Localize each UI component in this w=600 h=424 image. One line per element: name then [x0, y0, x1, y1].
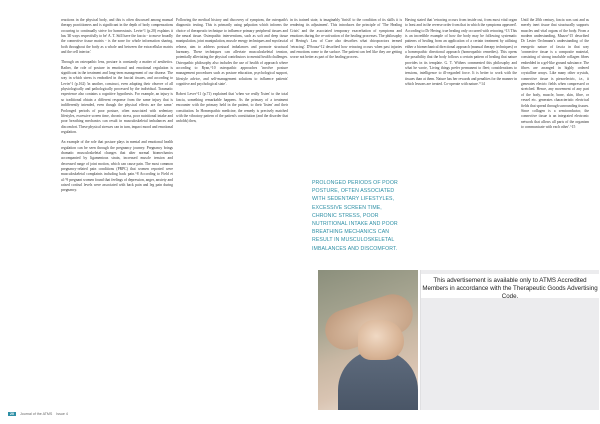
paragraph: Until the 20th century, fascia was cast and as merely inert tissue that structurally supports muscles and vital organs of the body. From a modern understanding, Mazzo^15 described Dr Lester Orchmann's understanding of the energetic nature of fascia in that way 'connective tissue is a composite material, consisting of strong insoluble collagen fibres embedded in a gel-like ground substance. The fibres are arranged in highly ordered crystalline arrays. Like many other crystals, connective tissue is piezoelectric, i.e., it generates electric fields when compressed or stretched. Hence, any movement of any part of the body, muscle, bone, skin, fibre, or vessel etc. generates characteristic electrical fields that spread through surrounding tissues. Since collagen is a semiconductor, the connective tissue is an integrated electronic network that allows all parts of the organism to communicate with each other'.^15 [521, 18, 590, 129]
article-column-2 [176, 18, 288, 130]
advertisement-placeholder [420, 270, 599, 410]
paragraph: reactions in the physical body, and this is often discussed among manual therapy practitioners and is significant in the depth of body compensations occurring to continually strive for homeostasis. Levin^1 (p.20) explains it has '40 ways respectfully to be' A. T. Still have the fascia - to move broadly the connective tissue matrix - is the zone for whole information sharing, both throughout the body as a whole and between the extracellular matrix and the cell interior.' [61, 18, 173, 55]
issue-label: Issue 4 [56, 412, 68, 416]
article-column-3 [290, 18, 402, 66]
page-number: 20 [10, 412, 14, 416]
article-column-1 [61, 18, 173, 199]
journal-name: Journal of the ATMS [20, 412, 53, 416]
paragraph: An example of the role that posture plays in mental and emotional health regulation can be seen through the pregnancy journey. Pregnancy brings dramatic musculoskeletal changes that alter normal biomechanics accompanied by ligamentous strain, increased muscle tension and decreased range of joint motion, which can cause pain. The most common pregnancy-related pain conditions (PRPC) that women reported were musculoskeletal complaints including back pain.^8 According to Field et al.^9 pregnant women found that feelings of depression, anger, anxiety and raised cortisol levels were associated with back pain and leg pain during pregnancy. [61, 140, 173, 193]
ad-notice: This advertisement is available only to ATMS Accredited Members in accordance with the Therapeutic Goods Advertising Code. [421, 274, 599, 298]
paragraph: Having stated that 'retracing occurs from inside out, from most vital organ to least and in the reverse order from that in which the symptoms appeared'. According to Dr Hering, true healing only occurred with retracing.^13 This is an incredible example of how the body may be following systematic patterns of healing from an application of a certain treatment by utilising either a biomechanical directional approach (manual therapy techniques) or a homeopathic directional approach (homeopathic remedies). This opens the possibility that the body follows a certain pattern of healing that nature provides in its template. G. T. Withers commented this philosophy and what he wrote, 'Living things prefer permanent to fleet; considerations to tensions, intelligence to ill-regarded force. It is better to work with the tissues than at them. Nature has her rewards and penalties for the manner in which lessons are treated. Co-operate with nature.'^14 [405, 18, 517, 87]
paragraph: in its trained state, is imaginably 'finish' to the condition of its skills it is rendering its adjustment'. This introduces the principle of 'The Healing Crisis' and the associated temporary exacerbation of symptoms and emotions during the re-activation of the healing processes. The philosophy of Hering's Law of Cure also describes what chiropractors termed 'retracing'. D'Souza^12 described how retracing occurs when past injuries and emotions come to the surface. The patient can feel like they are getting worse not better as part of the healing process. [290, 18, 402, 60]
hand-on-knee-photo [318, 270, 418, 410]
paragraph: Through an osteopathic lens, posture is constantly a matter of aesthetics. Rather, the role of posture in emotional and emotional regulation is significant in the treatment and long-term management of our disease. The way in which stress is embodied in the fascial tissues, and according to Levin^1 (p.162) 'in another, construct, even adapting their observe of all physiologically and pathologically processed by the individual. Traumatic experience also contains a cognitive hypothesis. For example, an injury is so traditional obtain a different response from the same injury that is indifferently intended, even though the physical effects are the same.' Prolonged periods of poor posture, often associated with sedentary lifestyles, excessive screen time, chronic stress, poor nutritional intake and poor breathing mechanics can result in musculoskeletal imbalances and discomfort. These physical stresses can in turn, impact mood and emotional regulation. [61, 60, 173, 134]
pull-quote: PROLONGED PERIODS OF POOR POSTURE, OFTEN ASSOCIATED WITH SEDENTARY LIFESTYLES, EXCESSIVE SCREEN TIME, CHRONIC STRESS, POOR NUTRITIONAL INTAKE AND POOR BREATHING MECHANICS CAN RESULT IN MUSCULOSKELETAL IMBALANCES AND DISCOMFORT. [312, 180, 398, 252]
hand-shape [358, 320, 404, 360]
paragraph: Following the medical history and discovery of symptom, the osteopath's diagnostic testing. This is primarily using palpation which informs the choice of therapeutic technique to influence primary peripheral tissues and the neural tissue. Osteopathic interventions, such as soft and deep tissue manipulation, joint manipulation, muscle energy techniques and myofascial release, aim to address postural imbalances and promote structural harmony. These techniques can alleviate musculoskeletal tension, potentially alleviating the physical contributors to mental health challenges. Osteopathic philosophy also includes the use of health of approach where according to Ryan,^10 osteopathic approaches 'involve posture management procedures such as posture education, psychological support, lifestyle advice, and self-management solutions to influence patients' cognitive and psychological state'. [176, 18, 288, 87]
paragraph: Robert Lever^11 (p.71) explained that 'when we really 'listen' to the total fascia, something remarkable happens. As the primary of a treatment encounter with the primary held in the patient, to their 'listen' and their constitution. In Homeopathic medicine, the remedy is precisely matched with the vibratory pattern of the patient's constitution (and the disorder that unfolds) then, [176, 92, 288, 124]
article-column-5 [521, 18, 589, 135]
article-column-4 [405, 18, 517, 92]
page-footer [8, 410, 128, 418]
